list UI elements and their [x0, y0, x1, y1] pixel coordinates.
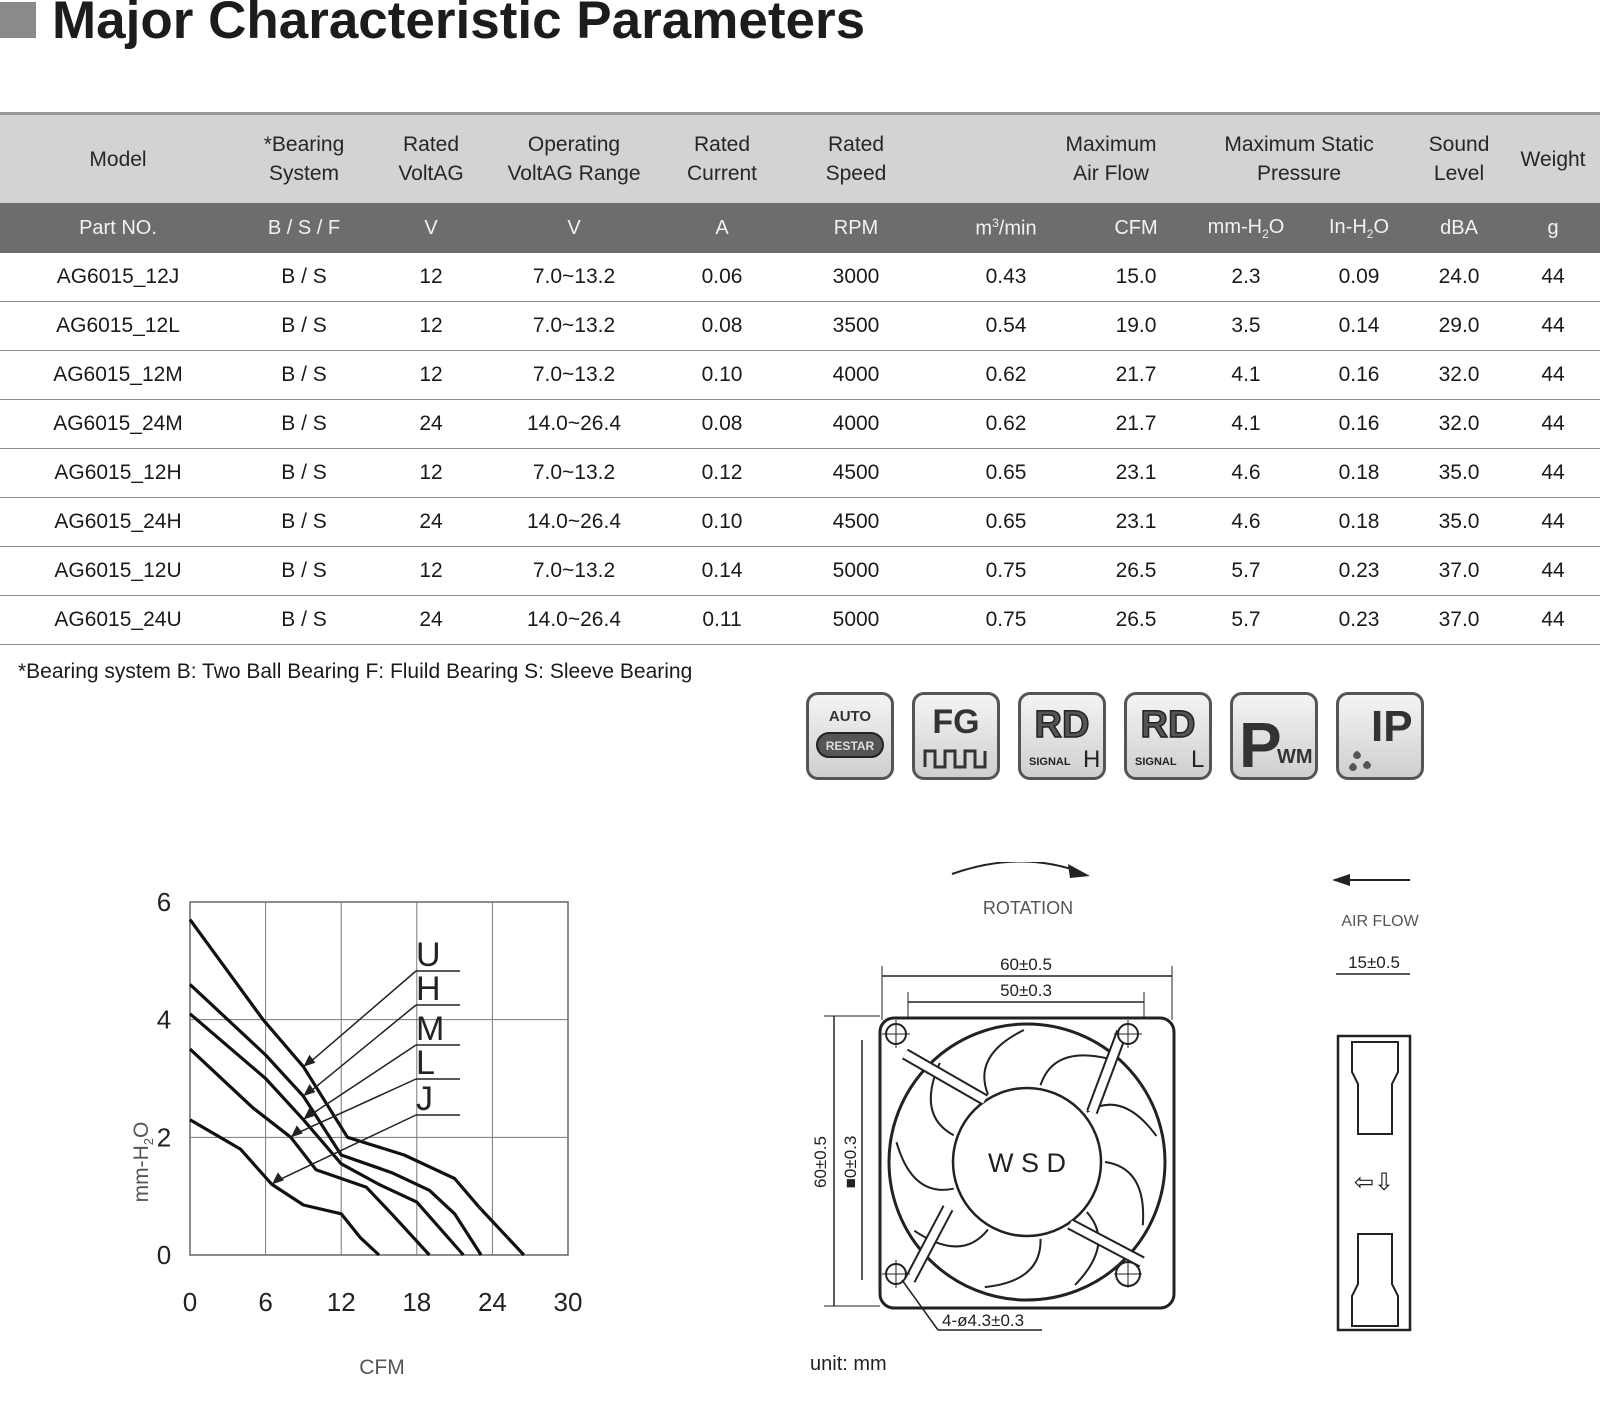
svg-text:RD: RD	[1140, 704, 1196, 746]
cell-rpm: 3000	[786, 253, 926, 302]
curve-label-arrowhead	[272, 1172, 284, 1184]
svg-text:P: P	[1239, 709, 1282, 777]
chart-x-tick: 30	[553, 1287, 583, 1317]
curve-label-J: J	[416, 1080, 433, 1118]
curve-label-H: H	[416, 970, 441, 1008]
chart-xlabel: CFM	[359, 1356, 405, 1379]
title-bullet	[0, 2, 36, 38]
svg-text:WM: WM	[1277, 746, 1313, 768]
unit-label: unit: mm	[810, 1353, 887, 1375]
cell-m3: 0.54	[926, 302, 1086, 351]
cell-rpm: 5000	[786, 596, 926, 645]
auto-restart-badge	[806, 692, 894, 780]
curve-J	[190, 1120, 379, 1255]
svg-text:H: H	[1083, 746, 1101, 773]
cell-bearing: B / S	[236, 596, 372, 645]
curve-label-leader	[309, 1045, 416, 1116]
feature-badges	[806, 692, 1424, 780]
cell-g: 44	[1506, 351, 1600, 400]
cell-inh: 0.16	[1306, 400, 1412, 449]
cell-a: 0.08	[658, 400, 786, 449]
chart-curves	[190, 920, 524, 1255]
cell-dba: 37.0	[1412, 596, 1506, 645]
cell-v: 12	[372, 302, 490, 351]
table-row	[0, 400, 1600, 449]
curve-label-arrowhead	[303, 1055, 315, 1067]
rotation-label: ROTATION	[982, 898, 1074, 918]
cell-model: AG6015_12H	[0, 449, 236, 498]
header-airflow: Maximum Air Flow	[926, 114, 1186, 204]
dim-vert-inner-label: ■0±0.3	[841, 1135, 860, 1189]
cell-dba: 35.0	[1412, 498, 1506, 547]
curve-label-L: L	[416, 1044, 435, 1082]
cell-g: 44	[1506, 498, 1600, 547]
unit-weight: g	[1506, 203, 1600, 253]
curve-label-M: M	[416, 1010, 445, 1048]
units-row	[0, 203, 1600, 253]
airflow-label: AIR FLOW	[1341, 913, 1419, 930]
table-row	[0, 498, 1600, 547]
unit-speed: RPM	[786, 203, 926, 253]
cell-model: AG6015_12U	[0, 547, 236, 596]
chart-ticks	[157, 890, 583, 1317]
cell-bearing: B / S	[236, 547, 372, 596]
fan-side-view	[1320, 940, 1440, 1340]
cell-inh: 0.23	[1306, 596, 1412, 645]
chart-x-tick: 12	[326, 1287, 356, 1317]
rotation-indicator	[940, 862, 1160, 942]
cell-bearing: B / S	[236, 253, 372, 302]
rotation-arrow	[952, 862, 1080, 874]
cell-v: 12	[372, 449, 490, 498]
cell-rpm: 4000	[786, 400, 926, 449]
cell-inh: 0.16	[1306, 351, 1412, 400]
cell-m3: 0.62	[926, 400, 1086, 449]
chart-y-tick: 0	[156, 1240, 172, 1270]
cell-v: 12	[372, 253, 490, 302]
unit-inh2o: $In-H_2O$	[1306, 203, 1412, 253]
cell-v: 24	[372, 400, 490, 449]
spec-table	[0, 112, 1600, 645]
cell-cfm: 26.5	[1086, 596, 1186, 645]
header-pressure: Maximum Static Pressure	[1186, 114, 1412, 204]
header-model: Model	[0, 114, 236, 204]
unit-current: A	[658, 203, 786, 253]
cell-mmh: 4.1	[1186, 400, 1306, 449]
header-weight: Weight	[1506, 114, 1600, 204]
cell-cfm: 19.0	[1086, 302, 1186, 351]
cell-range: 14.0~26.4	[490, 400, 658, 449]
cell-mmh: 4.6	[1186, 498, 1306, 547]
cell-model: AG6015_24U	[0, 596, 236, 645]
cell-v: 12	[372, 547, 490, 596]
curve-U	[190, 920, 524, 1255]
cell-dba: 32.0	[1412, 351, 1506, 400]
cell-bearing: B / S	[236, 400, 372, 449]
svg-text:SIGNAL: SIGNAL	[1029, 756, 1071, 768]
side-lower-part	[1352, 1234, 1398, 1326]
rd-signal-low-badge	[1124, 692, 1212, 780]
cell-model: AG6015_24M	[0, 400, 236, 449]
cell-g: 44	[1506, 547, 1600, 596]
flow-direction-symbol: ⇦⇩	[1353, 1169, 1395, 1196]
cell-mmh: 2.3	[1186, 253, 1306, 302]
cell-dba: 29.0	[1412, 302, 1506, 351]
svg-text:L: L	[1191, 746, 1205, 773]
header-operating-voltage: Operating VoltAG Range	[490, 114, 658, 204]
unit-cfm: CFM	[1086, 203, 1186, 253]
svg-text:FG: FG	[932, 703, 980, 741]
cell-rpm: 5000	[786, 547, 926, 596]
cell-mmh: 5.7	[1186, 596, 1306, 645]
chart-x-tick: 6	[258, 1287, 273, 1317]
cell-bearing: B / S	[236, 351, 372, 400]
cell-a: 0.06	[658, 253, 786, 302]
table-row	[0, 302, 1600, 351]
cell-rpm: 3500	[786, 302, 926, 351]
cell-range: 14.0~26.4	[490, 596, 658, 645]
dim-depth-label: 15±0.5	[1348, 953, 1400, 972]
unit-dba: dBA	[1412, 203, 1506, 253]
unit-mmh2o: $mm-H_2O$	[1186, 203, 1306, 253]
hole-spec-label: 4-ø4.3±0.3	[942, 1311, 1025, 1330]
cell-inh: 0.18	[1306, 498, 1412, 547]
chart-x-tick: 24	[477, 1287, 507, 1317]
cell-mmh: 5.7	[1186, 547, 1306, 596]
svg-text:RESTAR: RESTAR	[825, 739, 875, 753]
unit-m3: $m^3/\min$	[926, 203, 1086, 253]
chart-y-tick: 4	[156, 1004, 172, 1035]
cell-bearing: B / S	[236, 498, 372, 547]
cell-inh: 0.23	[1306, 547, 1412, 596]
cell-rpm: 4500	[786, 449, 926, 498]
rd-signal-high-badge	[1018, 692, 1106, 780]
bearing-note: *Bearing system B: Two Ball Bearing F: Fluild Bearing S: Sleeve Bearing	[18, 660, 693, 683]
fg-signal-badge	[912, 692, 1000, 780]
cell-inh: 0.09	[1306, 253, 1412, 302]
unit-bearing: B / S / F	[236, 203, 372, 253]
cell-bearing: B / S	[236, 449, 372, 498]
svg-text:IP: IP	[1371, 702, 1413, 751]
cell-m3: 0.75	[926, 596, 1086, 645]
cell-g: 44	[1506, 253, 1600, 302]
pq-chart	[110, 890, 730, 1410]
table-row	[0, 449, 1600, 498]
table-row	[0, 596, 1600, 645]
cell-model: AG6015_12L	[0, 302, 236, 351]
svg-text:SIGNAL: SIGNAL	[1135, 756, 1177, 768]
dim-vert-outer-label: 60±0.5	[811, 1136, 830, 1188]
cell-model: AG6015_24H	[0, 498, 236, 547]
cell-v: 24	[372, 498, 490, 547]
cell-a: 0.14	[658, 547, 786, 596]
cell-v: 12	[372, 351, 490, 400]
curve-label-U: U	[416, 936, 441, 974]
cell-model: AG6015_12M	[0, 351, 236, 400]
table-row	[0, 253, 1600, 302]
cell-g: 44	[1506, 449, 1600, 498]
header-current: Rated Current	[658, 114, 786, 204]
header-sound: Sound Level	[1412, 114, 1506, 204]
cell-a: 0.12	[658, 449, 786, 498]
cell-cfm: 23.1	[1086, 449, 1186, 498]
cell-cfm: 15.0	[1086, 253, 1186, 302]
side-upper-part	[1352, 1042, 1398, 1134]
page-title: Major Characteristic Parameters	[52, 0, 866, 50]
cell-cfm: 23.1	[1086, 498, 1186, 547]
cell-g: 44	[1506, 596, 1600, 645]
cell-model: AG6015_12J	[0, 253, 236, 302]
chart-ylabel: $mm-H_2O$	[130, 1121, 156, 1203]
chart-y-tick: 6	[156, 890, 172, 917]
chart-x-tick: 18	[402, 1287, 432, 1317]
unit-rated-voltage: V	[372, 203, 490, 253]
cell-range: 7.0~13.2	[490, 302, 658, 351]
cell-a: 0.08	[658, 302, 786, 351]
airflow-arrowhead	[1332, 874, 1350, 886]
pwm-badge	[1230, 692, 1318, 780]
unit-part: Part NO.	[0, 203, 236, 253]
header-speed: Rated Speed	[786, 114, 926, 204]
cell-g: 44	[1506, 400, 1600, 449]
rotation-arrowhead	[1068, 864, 1090, 878]
cell-dba: 32.0	[1412, 400, 1506, 449]
header-row	[0, 114, 1600, 204]
cell-m3: 0.65	[926, 498, 1086, 547]
cell-dba: 24.0	[1412, 253, 1506, 302]
cell-cfm: 26.5	[1086, 547, 1186, 596]
cell-m3: 0.43	[926, 253, 1086, 302]
cell-a: 0.10	[658, 498, 786, 547]
header-rated-voltage: Rated VoltAG	[372, 114, 490, 204]
curve-label-arrowhead	[291, 1125, 303, 1137]
chart-x-tick: 0	[182, 1287, 198, 1317]
cell-a: 0.10	[658, 351, 786, 400]
cell-range: 14.0~26.4	[490, 498, 658, 547]
cell-range: 7.0~13.2	[490, 253, 658, 302]
cell-rpm: 4500	[786, 498, 926, 547]
cell-inh: 0.18	[1306, 449, 1412, 498]
hub-label: W S D	[988, 1148, 1066, 1178]
cell-dba: 37.0	[1412, 547, 1506, 596]
chart-y-tick: 2	[156, 1122, 172, 1153]
svg-text:RD: RD	[1034, 704, 1090, 746]
cell-mmh: 3.5	[1186, 302, 1306, 351]
cell-m3: 0.65	[926, 449, 1086, 498]
dim-outer-label: 60±0.5	[1000, 955, 1052, 974]
header-bearing: *Bearing System	[236, 114, 372, 204]
svg-text:AUTO: AUTO	[828, 708, 872, 725]
cell-dba: 35.0	[1412, 449, 1506, 498]
cell-mmh: 4.6	[1186, 449, 1306, 498]
cell-range: 7.0~13.2	[490, 449, 658, 498]
cell-range: 7.0~13.2	[490, 351, 658, 400]
cell-rpm: 4000	[786, 351, 926, 400]
dim-inner-label: 50±0.3	[1000, 981, 1052, 1000]
cell-mmh: 4.1	[1186, 351, 1306, 400]
ip-rating-badge	[1336, 692, 1424, 780]
cell-bearing: B / S	[236, 302, 372, 351]
cell-inh: 0.14	[1306, 302, 1412, 351]
cell-v: 24	[372, 596, 490, 645]
cell-m3: 0.62	[926, 351, 1086, 400]
cell-range: 7.0~13.2	[490, 547, 658, 596]
table-row	[0, 547, 1600, 596]
cell-g: 44	[1506, 302, 1600, 351]
cell-cfm: 21.7	[1086, 351, 1186, 400]
fan-front-view	[810, 940, 1230, 1400]
table-row	[0, 351, 1600, 400]
cell-cfm: 21.7	[1086, 400, 1186, 449]
unit-operating-voltage: V	[490, 203, 658, 253]
cell-a: 0.11	[658, 596, 786, 645]
airflow-indicator	[1320, 870, 1460, 950]
cell-m3: 0.75	[926, 547, 1086, 596]
